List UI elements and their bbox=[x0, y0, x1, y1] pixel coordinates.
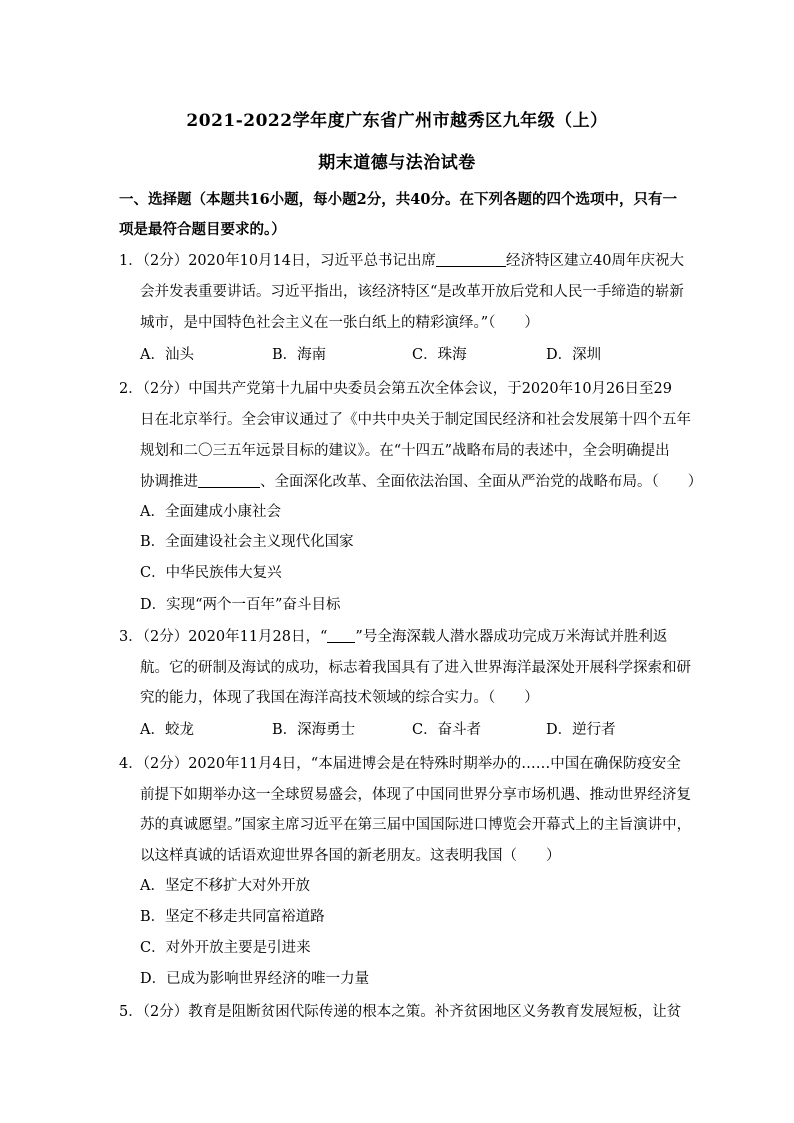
question-3-line-2: 航。它的研制及海试的成功，标志着我国具有了进入世界海洋最深处开展科学探索和研 bbox=[140, 660, 691, 676]
question-1-option-c: C．珠海 bbox=[412, 347, 467, 363]
question-3-option-d: D．逆行者 bbox=[546, 722, 616, 738]
answer-blank bbox=[198, 473, 260, 488]
question-4-line-1: 4．（2分）2020年11月4日，“本届进博会是在特殊时期举办的……中国在确保防疫安全 bbox=[119, 756, 681, 772]
question-5-line-1: 5．（2分）教育是阻断贫困代际传递的根本之策。补齐贫困地区义务教育发展短板，让贫 bbox=[119, 1004, 682, 1020]
question-1-option-d: D．深圳 bbox=[546, 347, 602, 363]
question-3-option-c: C．奋斗者 bbox=[412, 722, 482, 738]
section-heading: 一、选择题（本题共16小题，每小题2分，共40分。在下列各题的四个选项中，只有一 bbox=[119, 191, 677, 208]
question-4-option-c: C．对外开放主要是引进来 bbox=[140, 940, 311, 956]
question-1-line-3: 城市，是中国特色社会主义在一张白纸上的精彩演绎。”（ ） bbox=[140, 315, 539, 331]
question-3-line-1: 3．（2分）2020年11月28日，“ ”号全海深载人潜水器成功完成万米海试并胜利返 bbox=[119, 629, 668, 645]
question-1-option-b: B．海南 bbox=[272, 347, 327, 363]
question-2-option-d: D．实现“两个一百年”奋斗目标 bbox=[140, 597, 341, 613]
question-4-line-4: 以这样真诚的话语欢迎世界各国的新老朋友。这表明我国（ ） bbox=[140, 848, 561, 864]
question-3-line-3: 究的能力，体现了我国在海洋高技术领域的综合实力。（ ） bbox=[140, 690, 539, 706]
question-4-line-2: 前提下如期举办这一全球贸易盛会，体现了中国同世界分享市场机遇、推动世界经济复 bbox=[140, 787, 691, 803]
question-1-line-1: 1．（2分）2020年10月14日，习近平总书记出席 经济特区建立40周年庆祝大 bbox=[119, 253, 684, 269]
question-2-line-2: 日在北京举行。全会审议通过了《中共中央关于制定国民经济和社会发展第十四个五年 bbox=[140, 412, 691, 428]
question-1-line-2: 会并发表重要讲话。习近平指出，该经济特区“是改革开放后党和人民一手缔造的崭新 bbox=[140, 284, 684, 300]
question-2-line-3: 规划和二〇三五年远景目标的建议》。在“十四五”战略布局的表述中，全会明确提出 bbox=[140, 443, 670, 459]
question-4-line-3: 苏的真诚愿望。”国家主席习近平在第三届中国国际进口博览会开幕式上的主旨演讲中， bbox=[140, 817, 692, 833]
question-3-option-a: A．蛟龙 bbox=[140, 722, 194, 738]
question-1-option-a: A．汕头 bbox=[140, 347, 194, 363]
answer-blank bbox=[327, 628, 355, 643]
exam-title: 2021-2022学年度广东省广州市越秀区九年级（上） bbox=[186, 111, 608, 131]
section-heading-cont: 项是最符合题目要求的。） bbox=[119, 221, 286, 238]
question-4-option-d: D．已成为影响世界经济的唯一力量 bbox=[140, 971, 370, 987]
question-4-option-a: A．坚定不移扩大对外开放 bbox=[140, 878, 310, 894]
question-2-option-b: B．全面建设社会主义现代化国家 bbox=[140, 534, 354, 550]
question-2-option-a: A．全面建成小康社会 bbox=[140, 504, 281, 520]
question-4-option-b: B．坚定不移走共同富裕道路 bbox=[140, 909, 325, 925]
question-2-line-4: 协调推进 、全面深化改革、全面依法治国、全面从严治党的战略布局。（ ） bbox=[140, 474, 703, 490]
question-2-line-1: 2．（2分）中国共产党第十九届中央委员会第五次全体会议，于2020年10月26日至29 bbox=[119, 381, 672, 397]
question-2-option-c: C．中华民族伟大复兴 bbox=[140, 565, 282, 581]
exam-subtitle: 期末道德与法治试卷 bbox=[318, 153, 476, 173]
answer-blank bbox=[436, 252, 506, 267]
question-3-option-b: B．深海勇士 bbox=[272, 722, 356, 738]
